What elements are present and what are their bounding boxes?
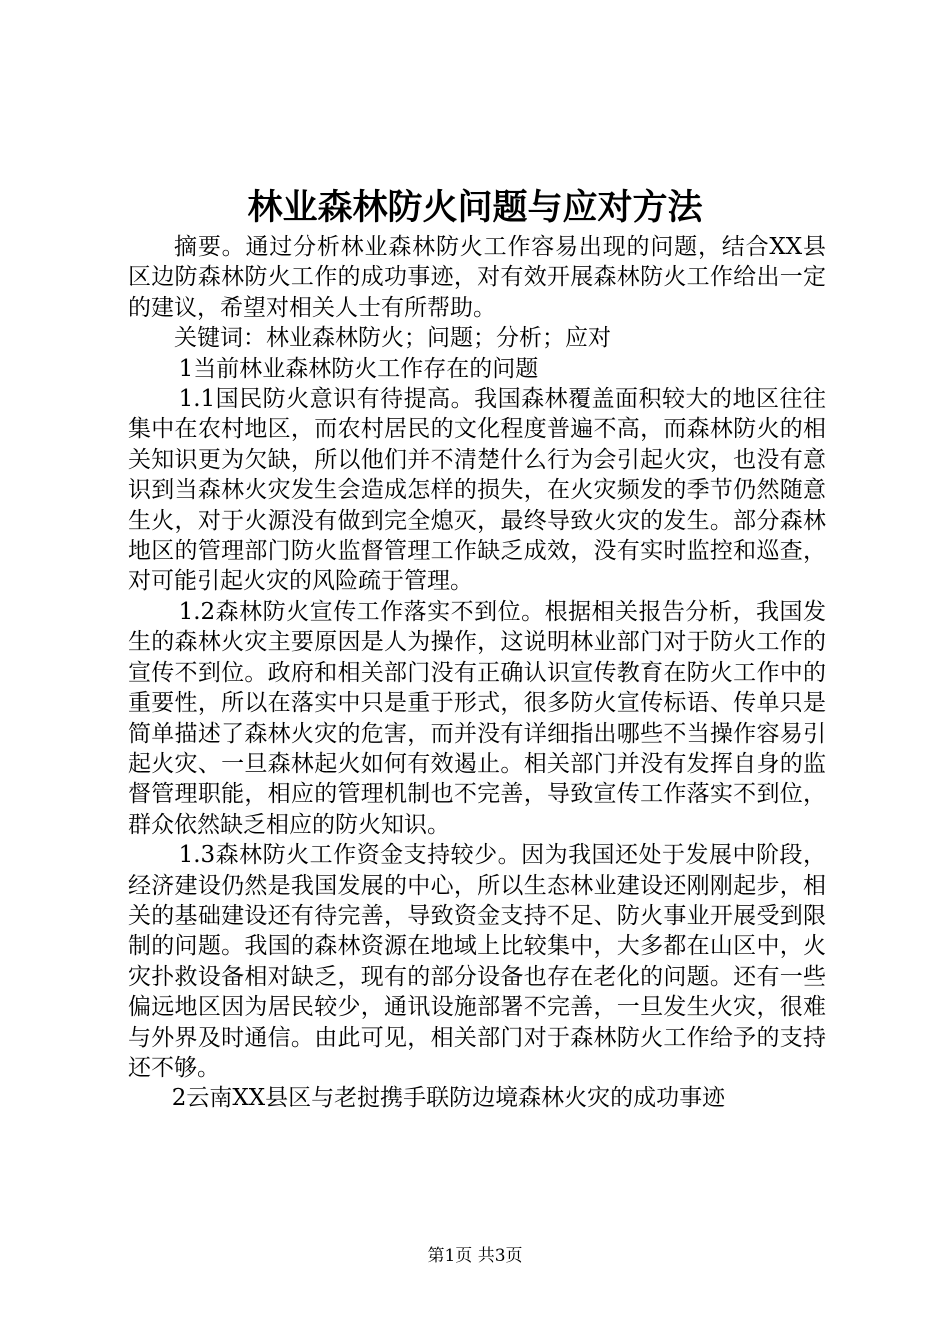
section-heading-2: 2云南XX县区与老挝携手联防边境森林火灾的成功事迹 — [171, 1085, 726, 1112]
page-footer: 第1页 共3页 — [427, 1246, 523, 1266]
paragraph-1-2: 1.2森林防火宣传工作落实不到位。根据相关报告分析，我国发生的森林火灾主要原因是人为操作，这说明林业部门对于防火工作的宣传不到位。政府和相关部门没有正确认识宣传教育在防火工作中的重要性，所以在落实中只是重于形式，很多防火宣传标语、传单只是简单描述了森林火灾的危害，而并没有详细指出哪些不当操作容易引起火灾、一旦森林起火如何有效遏止。相关部门并没有发挥自身的监督管理职能，相应的管理机制也不完善，导致宣传工作落实不到位，群众依然缺乏相应的防火知识。 — [128, 598, 826, 838]
abstract-paragraph: 摘要。通过分析林业森林防火工作容易出现的问题，结合XX县区边防森林防火工作的成功事迹，对有效开展森林防火工作给出一定的建议，希望对相关人士有所帮助。 — [128, 234, 826, 321]
keywords-paragraph: 关键词：林业森林防火；问题；分析；应对 — [174, 325, 611, 352]
section-heading-1: 1当前林业森林防火工作存在的问题 — [178, 355, 539, 382]
paragraph-1-3: 1.3森林防火工作资金支持较少。因为我国还处于发展中阶段，经济建设仍然是我国发展的中心，所以生态林业建设还刚刚起步，相关的基础建设还有待完善，导致资金支持不足、防火事业开展受到限制的问题。我国的森林资源在地域上比较集中，大多都在山区中，火灾扑救设备相对缺乏，现有的部分设备也存在老化的问题。还有一些偏远地区因为居民较少，通讯设施部署不完善，一旦发生火灾，很难与外界及时通信。由此可见，相关部门对于森林防火工作给予的支持还不够。 — [128, 842, 826, 1081]
paragraph-1-1: 1.1国民防火意识有待提高。我国森林覆盖面积较大的地区往往集中在农村地区，而农村居民的文化程度普遍不高，而森林防火的相关知识更为欠缺，所以他们并不清楚什么行为会引起火灾，也没有意识到当森林火灾发生会造成怎样的损失，在火灾频发的季节仍然随意生火，对于火源没有做到完全熄灭，最终导致火灾的发生。部分森林地区的管理部门防火监督管理工作缺乏成效，没有实时监控和巡查，对可能引起火灾的风险疏于管理。 — [128, 386, 826, 595]
document-title: 林业森林防火问题与应对方法 — [247, 187, 703, 228]
document-body — [128, 232, 826, 1114]
